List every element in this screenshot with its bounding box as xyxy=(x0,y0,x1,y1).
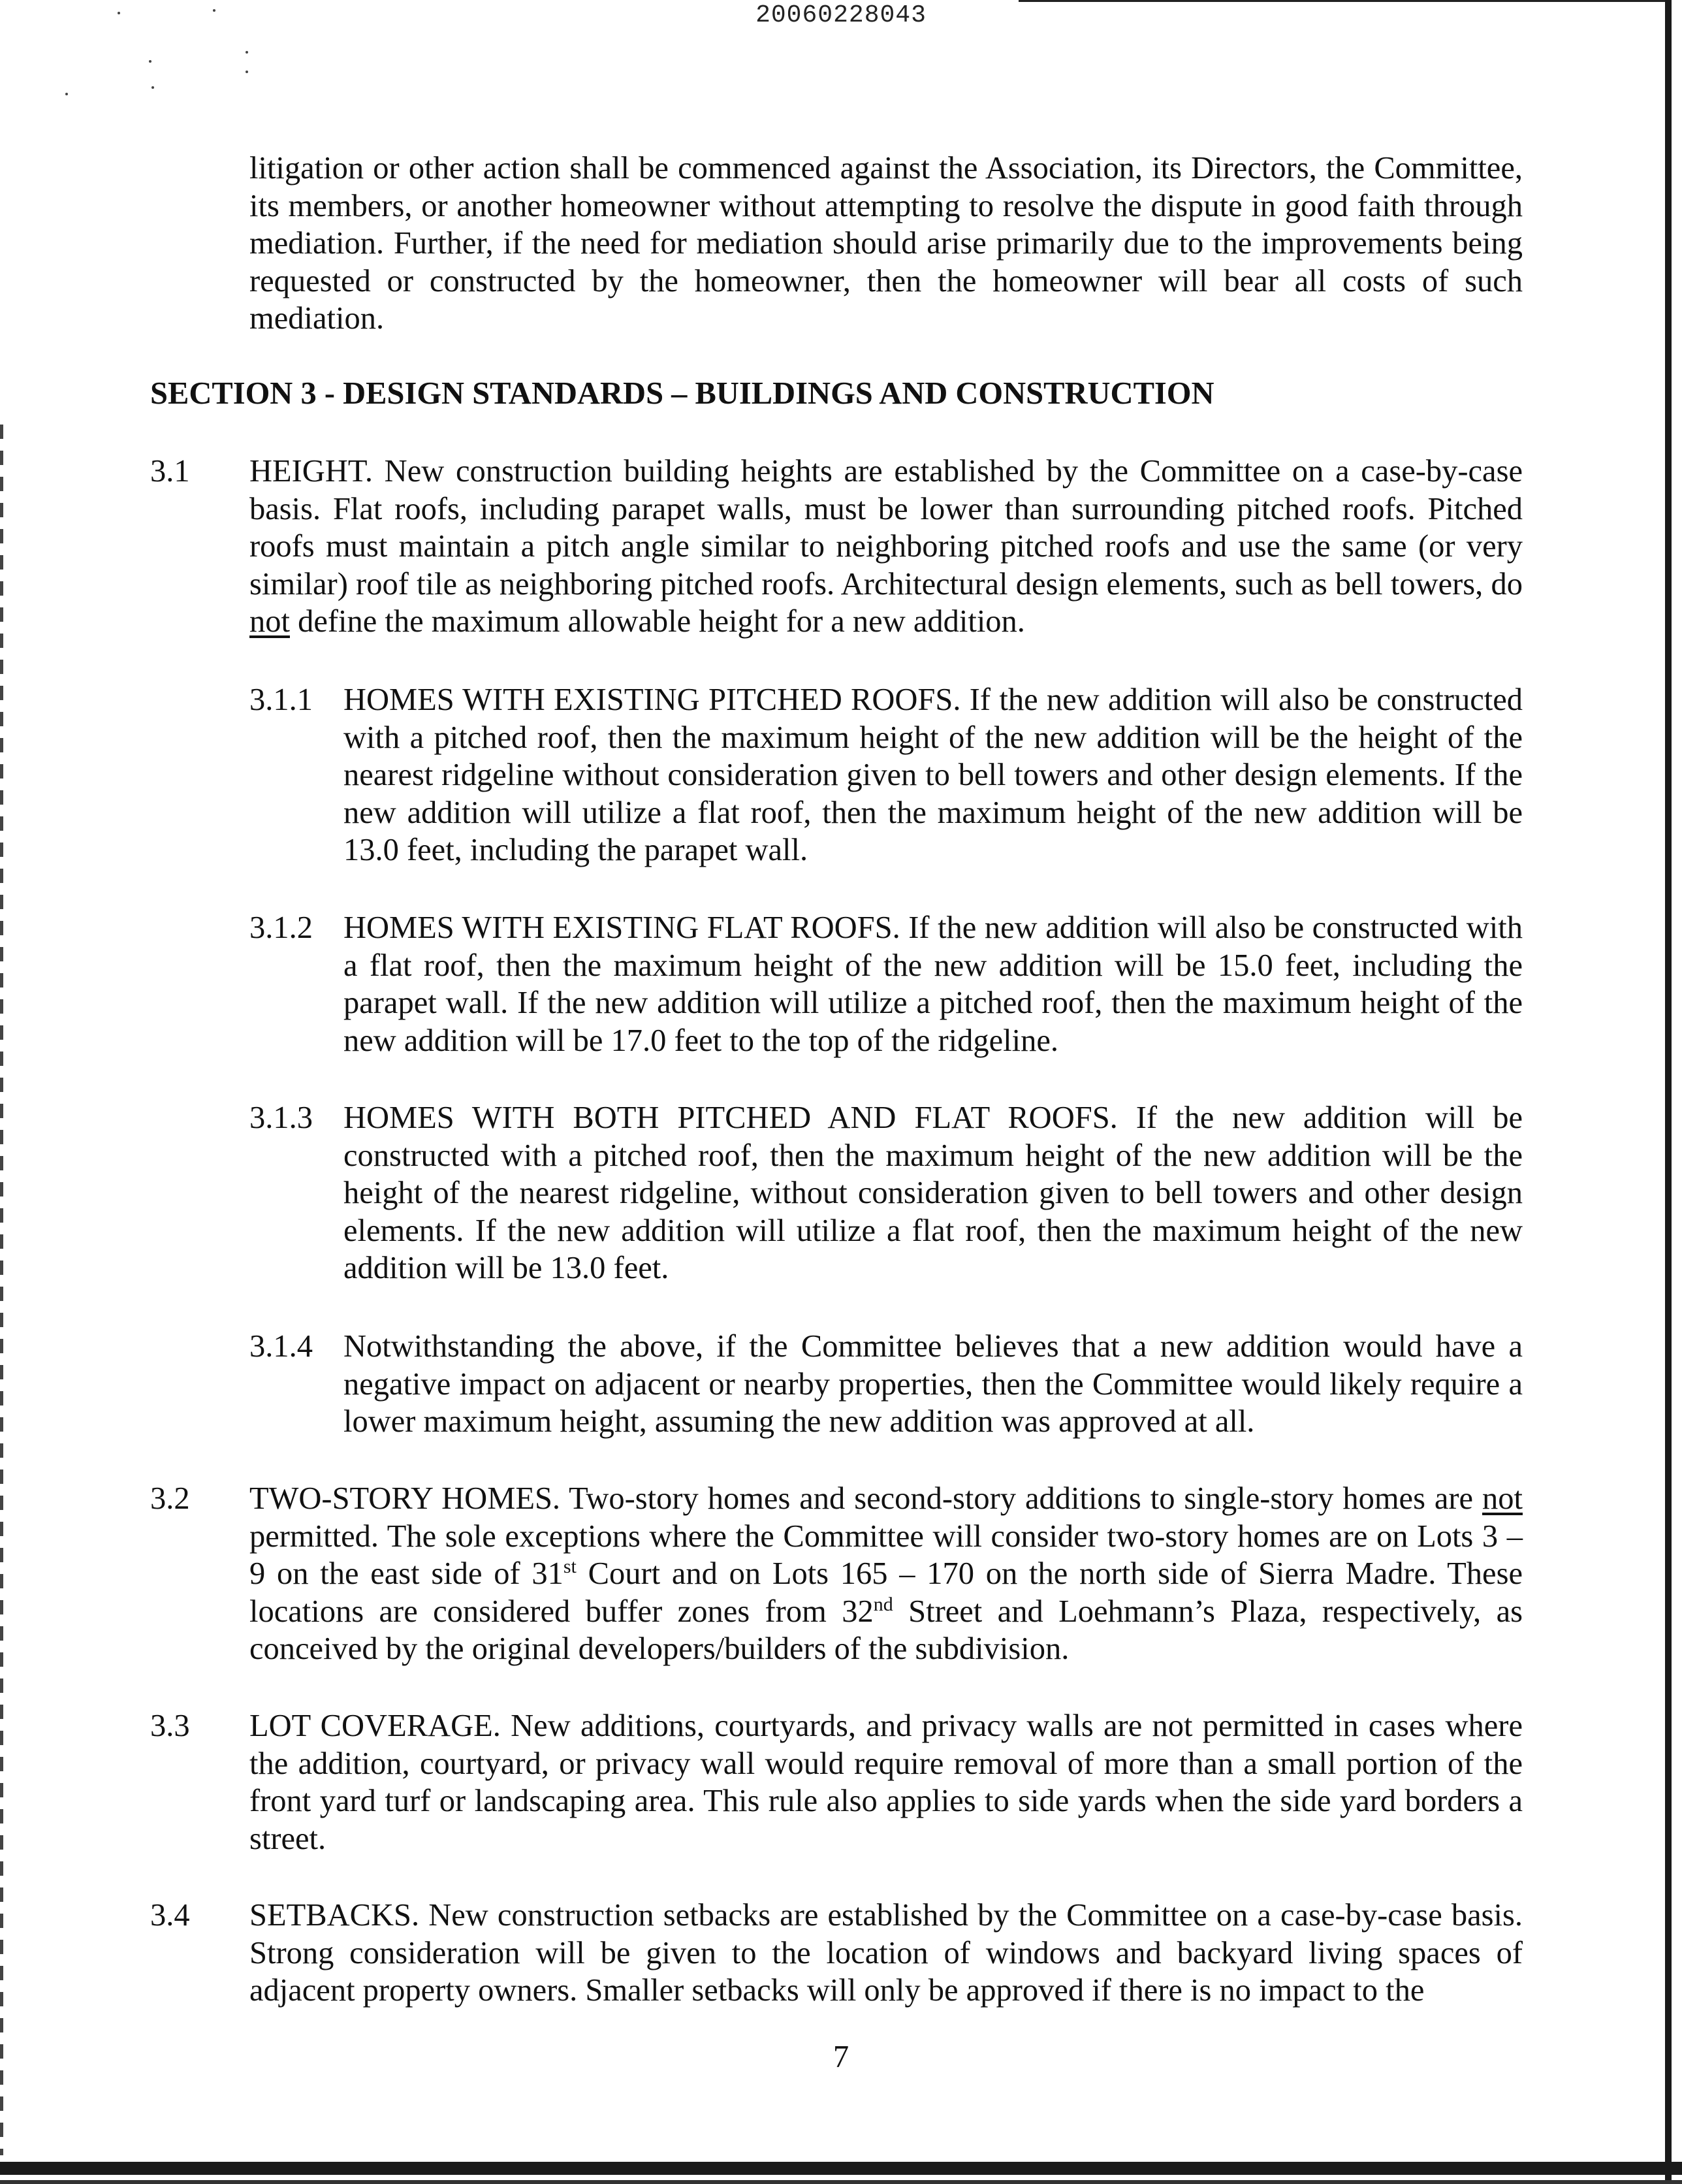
section-3-1-1-text: HOMES WITH EXISTING PITCHED ROOFS. If the new addition will also be constructed with a pitched roof, then the maximum height of the new addition will be the height of the nearest ridgeline without consideration given to bell towers and other design elements. If the new addition will utilize a flat roof, then the maximum height of the new addition will be 13.0 feet, including the parapet wall. xyxy=(343,682,1523,868)
section-3-4-number: 3.4 xyxy=(150,1898,190,1933)
section-3-3-number: 3.3 xyxy=(150,1709,190,1743)
section-3-4-text: SETBACKS. New construction setbacks are established by the Committee on a case-by-case basis. Strong consideration will be given to the location of windows and backyard living spaces of adjacent property owners. Smaller setbacks will only be approved if there is no impact to the xyxy=(249,1898,1523,2008)
section-heading: SECTION 3 - DESIGN STANDARDS – BUILDINGS AND CONSTRUCTION xyxy=(150,376,1214,411)
section-3-2-text-d: Street and Loehmann’s Plaza, respectively, as conceived by the original developers/builders of the subdivision. xyxy=(249,1594,1523,1667)
section-3-2-text-b: permitted. The sole exceptions where the Committee will consider two-story homes are on Lots 3 – 9 on the east side of 31 xyxy=(249,1518,1523,1592)
section-3-1-2-number: 3.1.2 xyxy=(249,910,313,945)
scan-speck xyxy=(65,93,68,95)
section-3-3-text: LOT COVERAGE. New additions, courtyards, and privacy walls are not permitted in cases where the addition, courtyard, or privacy wall would require removal of more than a small portion of the front yard turf or landscaping area. This rule also applies to side yards when the side yard borders a street. xyxy=(249,1709,1523,1856)
scan-speck xyxy=(151,86,154,89)
continuation-paragraph: litigation or other action shall be commenced against the Association, its Directors, the Committee, its members, or another homeowner without attempting to resolve the dispute in good faith through mediation. Further, if the need for mediation should arise primarily due to the improvements being requested or constructed by the homeowner, then the homeowner will bear all costs of such mediation. xyxy=(249,151,1523,336)
ordinal-suffix: st xyxy=(563,1556,577,1578)
section-3-1-3-text: HOMES WITH BOTH PITCHED AND FLAT ROOFS. If the new addition will be constructed with a pitched roof, then the maximum height of the new addition will be the height of the nearest ridgeline, without consideration given to bell towers and other design elements. If the new addition will utilize a flat roof, then the maximum height of the new addition will be 13.0 feet. xyxy=(343,1100,1523,1286)
scan-speck xyxy=(246,71,248,73)
emphasis-not: not xyxy=(249,604,290,639)
scan-speck xyxy=(246,51,248,54)
scan-speck xyxy=(149,60,151,63)
emphasis-not: not xyxy=(1482,1481,1523,1516)
section-3-1-1-number: 3.1.1 xyxy=(249,682,313,717)
section-3-1-4-text: Notwithstanding the above, if the Committee believes that a new addition would have a negative impact on adjacent or nearby properties, then the Committee would likely require a lower maximum height, assuming the new addition was approved at all. xyxy=(343,1329,1523,1439)
section-3-1-text-a: HEIGHT. New construction building heights are established by the Committee on a case-by-case basis. Flat roofs, including parapet walls, must be lower than surrounding pitched roofs. Pitched roofs must maintain a pitch angle similar to neighboring pitched roofs and use the same (or very similar) roof tile as neighboring pitched roofs. Architectural design elements, such as bell towers, do xyxy=(249,454,1523,602)
ordinal-suffix: nd xyxy=(873,1593,893,1615)
page-number: 7 xyxy=(833,2040,849,2074)
section-3-2-text-c: Court and on Lots 165 – 170 on the north side of Sierra Madre. These locations are considered buffer zones from 32 xyxy=(249,1556,1523,1629)
scan-right-border xyxy=(1665,0,1672,2184)
section-3-1-3-number: 3.1.3 xyxy=(249,1100,313,1135)
section-3-1-4-number: 3.1.4 xyxy=(249,1329,313,1364)
section-3-1-number: 3.1 xyxy=(150,454,190,489)
section-3-1-text xyxy=(249,453,1523,641)
scan-bottom-border xyxy=(0,2162,1682,2175)
section-3-2-number: 3.2 xyxy=(150,1481,190,1516)
section-3-2-text-a: TWO-STORY HOMES. Two-story homes and second-story additions to single-story homes are xyxy=(249,1481,1483,1516)
section-3-1-2-text: HOMES WITH EXISTING FLAT ROOFS. If the new addition will also be constructed with a flat roof, then the maximum height of the new addition will be 15.0 feet, including the parapet wall. If the new addition will utilize a pitched roof, then the maximum height of the new addition will be 17.0 feet to the top of the ridgeline. xyxy=(343,910,1523,1058)
scan-left-edge xyxy=(0,425,3,2155)
section-3-2-text xyxy=(249,1480,1523,1668)
section-3-1-text-b: define the maximum allowable height for a new addition. xyxy=(289,604,1025,639)
scan-bottom-border-thin xyxy=(0,2180,1682,2184)
document-id: 20060228043 xyxy=(755,1,927,29)
